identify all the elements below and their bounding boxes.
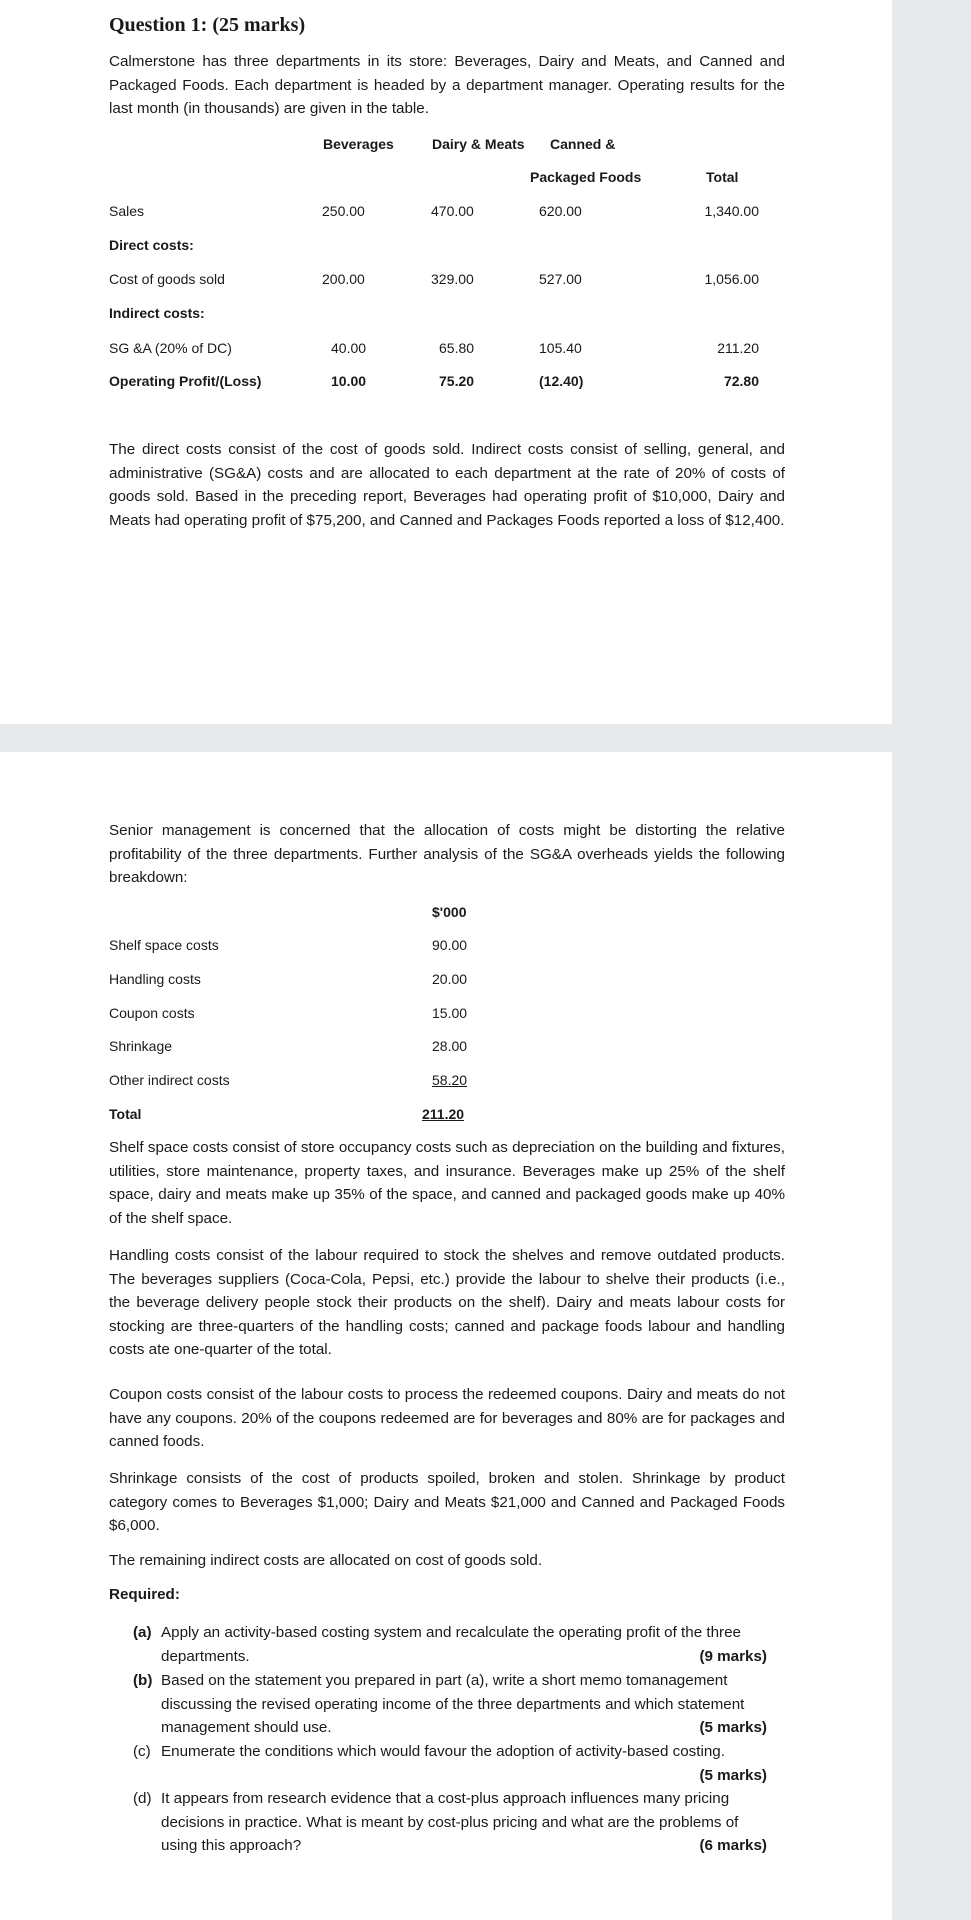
- cell-cogs-total: 1,056.00: [704, 271, 759, 287]
- item-b-label: (b): [133, 1672, 153, 1689]
- item-d-label: (d): [133, 1790, 152, 1807]
- breakdown-label-coupon: Coupon costs: [109, 1005, 195, 1021]
- cell-profit-bev: 10.00: [331, 373, 367, 389]
- cell-profit-dairy: 75.20: [439, 373, 475, 389]
- col-header-dairy: Dairy & Meats: [432, 136, 525, 152]
- cell-sales-bev: 250.00: [322, 203, 365, 219]
- breakdown-label-shelf: Shelf space costs: [109, 937, 219, 953]
- item-d-text: It appears from research evidence that a cost-plus approach influences many pricing decisions in practice. What is meant by cost-plus pricing and what are the problems of using this approach?: [161, 1790, 739, 1855]
- breakdown-header: $'000: [432, 904, 467, 920]
- col-header-beverages: Beverages: [323, 136, 394, 152]
- item-c-label: (c): [133, 1743, 151, 1760]
- shelf-space-paragraph: Shelf space costs consist of store occupancy costs such as depreciation on the building and fixtures, utilities, store maintenance, property taxes, and insurance. Beverages make up 25% of the shelf space, dairy and meats make up 35% of the space, and canned and packaged goods make up 40% of the shelf space.: [109, 1139, 785, 1227]
- cell-sales-canned: 620.00: [539, 203, 582, 219]
- row-label-operating-profit: Operating Profit/(Loss): [109, 373, 262, 389]
- cell-sga-total: 211.20: [717, 340, 759, 356]
- breakdown-label-shrinkage: Shrinkage: [109, 1038, 173, 1054]
- coupon-costs-paragraph: Coupon costs consist of the labour costs to process the redeemed coupons. Dairy and meats do not have any coupons. 20% of the coupons redeemed are for beverages and 80% are for packages and canned foods.: [109, 1386, 785, 1451]
- cell-sga-bev: 40.00: [331, 340, 367, 356]
- col-header-canned-line1: Canned &: [550, 136, 616, 152]
- breakdown-value-shelf: 90.00: [432, 937, 468, 953]
- cell-cogs-bev: 200.00: [322, 271, 365, 287]
- breakdown-label-handling: Handling costs: [109, 971, 201, 987]
- row-label-sales: Sales: [109, 203, 145, 219]
- breakdown-label-total: Total: [109, 1106, 142, 1122]
- item-b-marks: (5 marks): [699, 1719, 767, 1737]
- item-a-label: (a): [133, 1624, 152, 1641]
- breakdown-value-coupon: 15.00: [432, 1005, 468, 1021]
- shrinkage-paragraph: Shrinkage consists of the cost of products spoiled, broken and stolen. Shrinkage by product category comes to Beverages $1,000; Dairy and Meats $21,000 and Canned and Packaged Foods $6,000.: [109, 1470, 785, 1535]
- breakdown-value-other: 58.20: [432, 1072, 468, 1088]
- breakdown-value-shrinkage: 28.00: [432, 1038, 468, 1054]
- item-d-marks: (6 marks): [699, 1837, 767, 1855]
- remaining-costs-paragraph: The remaining indirect costs are allocated on cost of goods sold.: [109, 1552, 543, 1569]
- col-header-total: Total: [706, 169, 739, 185]
- item-c-text: Enumerate the conditions which would favour the adoption of activity-based costing.: [161, 1743, 725, 1760]
- document-page-1: [0, 0, 892, 724]
- row-label-indirect-costs: Indirect costs:: [109, 305, 205, 321]
- row-label-direct-costs: Direct costs:: [109, 237, 194, 253]
- col-header-canned-line2: Packaged Foods: [530, 169, 642, 185]
- row-label-sga: SG &A (20% of DC): [109, 340, 232, 356]
- item-c-marks: (5 marks): [699, 1766, 767, 1784]
- cell-sales-dairy: 470.00: [431, 203, 474, 219]
- handling-costs-paragraph: Handling costs consist of the labour required to stock the shelves and remove outdated products. The beverages suppliers (Coca-Cola, Pepsi, etc.) provide the labour to shelve their products (i.e., the beverage delivery people stock their products on the shelf). Dairy and meats labour costs for stocking are three-quarters of the handling costs; canned and package foods labour and handling costs ate one-quarter of the total.: [109, 1247, 785, 1359]
- cell-sga-dairy: 65.80: [439, 340, 475, 356]
- cell-sga-canned: 105.40: [539, 340, 582, 356]
- cell-profit-canned: (12.40): [539, 373, 584, 389]
- intro-paragraph: Calmerstone has three departments in its store: Beverages, Dairy and Meats, and Canned and Packaged Foods. Each department is headed by a department manager. Operating results for the last month (in thousands) are given in the table.: [109, 53, 785, 118]
- required-heading: Required:: [109, 1586, 180, 1603]
- cell-profit-total: 72.80: [723, 373, 759, 389]
- cell-cogs-dairy: 329.00: [431, 271, 474, 287]
- question-heading: Question 1: (25 marks): [109, 14, 306, 36]
- senior-management-paragraph: Senior management is concerned that the allocation of costs might be distorting the relative profitability of the three departments. Further analysis of the SG&A overheads yields the following breakdown:: [109, 822, 785, 887]
- breakdown-value-handling: 20.00: [432, 971, 468, 987]
- breakdown-label-other: Other indirect costs: [109, 1072, 230, 1088]
- breakdown-value-total: 211.20: [422, 1106, 465, 1122]
- cell-cogs-canned: 527.00: [539, 271, 582, 287]
- document-page-2: [0, 752, 892, 1920]
- cell-sales-total: 1,340.00: [704, 203, 759, 219]
- item-b-text: Based on the statement you prepared in part (a), write a short memo tomanagement discussing the revised operating income of the three departments and which statement management should use.: [161, 1672, 745, 1737]
- item-a-marks: (9 marks): [699, 1647, 767, 1665]
- direct-costs-paragraph: The direct costs consist of the cost of goods sold. Indirect costs consist of selling, general, and administrative (SG&A) costs and are allocated to each department at the rate of 20% of costs of goods sold. Based in the preceding report, Beverages had operating profit of $10,000, Dairy and Meats had operating profit of $75,200, and Canned and Packages Foods reported a loss of $12,400.: [109, 441, 785, 529]
- item-a-text: Apply an activity-based costing system and recalculate the operating profit of the three departments.: [161, 1624, 741, 1665]
- row-label-cogs: Cost of goods sold: [109, 271, 225, 287]
